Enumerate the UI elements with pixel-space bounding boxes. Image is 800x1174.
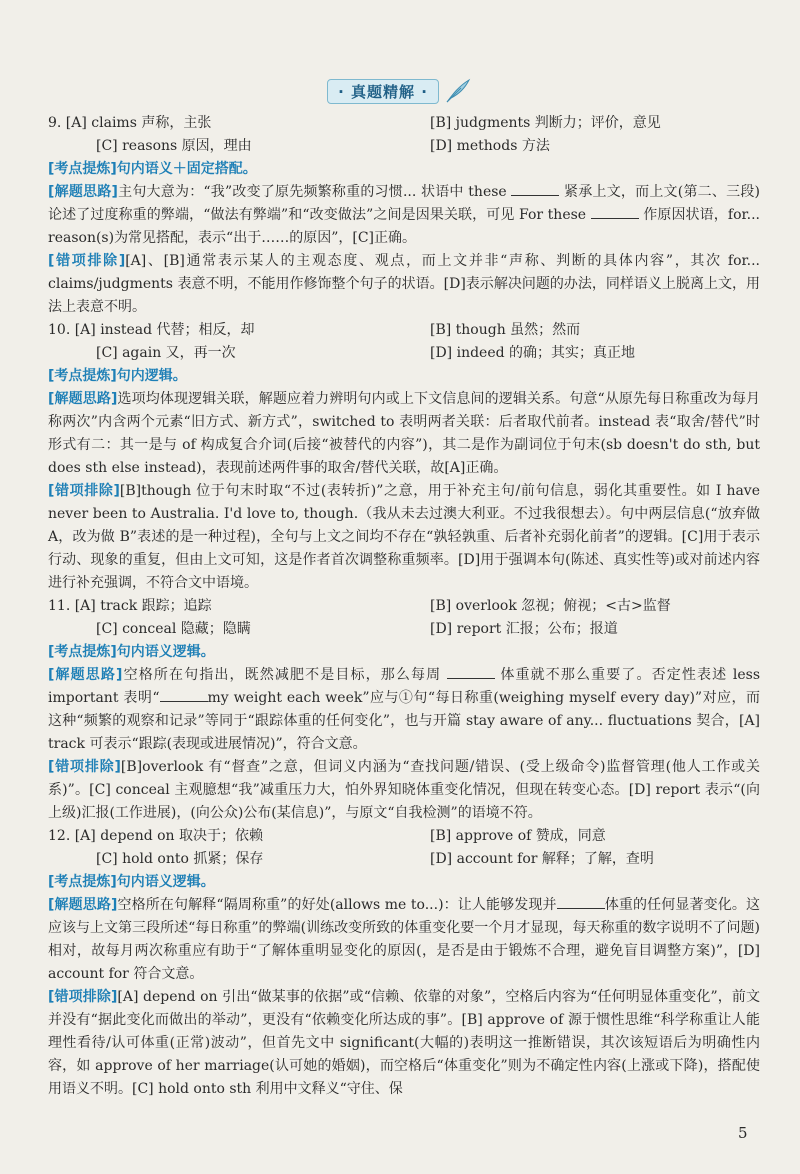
q9-solution-tag: [解题思路]: [48, 184, 118, 200]
answer-blank: [557, 894, 605, 909]
q12-key-point: [考点提炼]句内语义逻辑。: [48, 874, 215, 890]
q12-option-c: [C] hold onto 抓紧；保存: [96, 851, 264, 867]
q12-solution-text-1: 空格所在句解释“隔周称重”的好处(allows me to...)：让人能够发现并: [117, 897, 557, 913]
page-number: 5: [738, 1124, 748, 1142]
q12-option-a: 12. [A] depend on 取决于；依赖: [48, 828, 264, 844]
q10-elimination-tag: [错项排除]: [48, 483, 120, 499]
q9-option-a: 9. [A] claims 声称，主张: [48, 115, 212, 131]
q12-elimination-text: [A] depend on 引出“做某事的依据”或“信赖、依靠的对象”，空格后内容为“任何明显体重变化”，前文并没有“据此变化而做出的举动”，更没有“依赖变化所达成的事”。[B] approve of 源于惯性思维“科学称重让人能理性看待/认可体重(正常)波动”，但首先文中 significant(大幅的)表明这一推断错误，其次该短语后为明确性内容，如 approve of her marriage(认可她的婚姻)，而空格后“体重变化”则为不确定性内容(上涨或下降)，搭配使用语义不明。[C] hold onto sth 利用中文释义“守住、保: [48, 989, 760, 1097]
q12-solution: [48, 894, 760, 986]
q10-option-d: [D] indeed 的确；其实；真正地: [430, 345, 636, 361]
section-header: [316, 80, 482, 102]
q9-elimination-tag: [错项排除]: [48, 253, 126, 269]
section-title: · 真题精解 ·: [327, 79, 439, 104]
q11-elimination-tag: [错项排除]: [48, 759, 121, 775]
q9-elimination-text: [A]、[B]通常表示某人的主观态度、观点，而上文并非“声称、判断的具体内容”，其次 for... claims/judgments 表意不明，不能用作修饰整个句子的状语。[D]表示解决问题的办法，同样语义上脱离上文，用法上表意不明。: [48, 253, 761, 315]
q11-solution: [48, 664, 760, 756]
question-11-options-row-1: [48, 595, 760, 618]
q11-solution-tag: [解题思路]: [48, 667, 123, 683]
q9-option-c: [C] reasons 原因，理由: [96, 138, 252, 154]
q12-option-b: [B] approve of 赞成，同意: [430, 828, 606, 844]
question-12-options-row-2: [48, 848, 760, 871]
q10-solution: [48, 388, 760, 480]
q11-option-b: [B] overlook 忽视；俯视；<古>监督: [430, 598, 671, 614]
q12-option-d: [D] account for 解释；了解，查明: [430, 851, 654, 867]
question-10-options-row-1: [48, 319, 760, 342]
question-11-options-row-2: [48, 618, 760, 641]
q10-option-a: 10. [A] instead 代替；相反，却: [48, 322, 255, 338]
q10-elimination-text: [B]though 位于句末时取“不过(表转折)”之意，用于补充主句/前句信息，弱化其重要性。如 I have never been to Australia. I'd love to, though.（我从未去过澳大利亚。不过我很想去）。句中两层信息(“放弃做 A，改为做 B”表述的是一种过程)，全句与上文之间均不存在“孰轻孰重、后者补充弱化前者”的逻辑。[C]用于表示行动、现象的重复，但由上文可知，这是作者首次调整称重频率。[D]用于强调本句(陈述、真实性等)或对前述内容进行补充强调，不符合文中语境。: [48, 483, 761, 591]
q11-option-d: [D] report 汇报；公布；报道: [430, 621, 618, 637]
q9-elimination: [48, 250, 760, 319]
q11-solution-text-3: my weight each week”应与①句“每日称重(weighing myself every day)”对应，而这种“频繁的观察和记录”等同于“跟踪体重的任何变化”，也与开篇 stay aware of any... fluctuations 契合，[A] track 可表示“跟踪(表现或进展情况)”，符合文意。: [48, 690, 761, 752]
q11-solution-text-1: 空格所在句指出，既然减肥不是目标，那么每周: [122, 667, 442, 683]
q10-solution-tag: [解题思路]: [48, 391, 118, 407]
q9-solution-text-2: 紧承上文，而上文(第二、三段)论述了过度称重的弊端，“做法有弊端”和“改变做法”之间是因果关联，可见 For these: [48, 184, 761, 223]
answer-blank: [447, 664, 495, 679]
feather-pen-icon: [443, 78, 471, 104]
q10-option-b: [B] though 虽然；然而: [430, 322, 581, 338]
q11-elimination: [48, 756, 760, 825]
q11-option-a: 11. [A] track 跟踪；追踪: [48, 598, 212, 614]
q11-option-c: [C] conceal 隐藏；隐瞒: [96, 621, 251, 637]
q9-key-point: [考点提炼]句内语义＋固定搭配。: [48, 161, 257, 177]
q12-elimination: [48, 986, 760, 1101]
q11-solution-text-2: 体重就不那么重要了。否定性表述 less important 表明“: [48, 667, 760, 706]
q9-solution-text-3: 作原因状语，for... reason(s)为常见搭配，表示“出于……的原因”，[C]正确。: [48, 207, 760, 246]
q12-elimination-tag: [错项排除]: [48, 989, 118, 1005]
q12-solution-text-2: 体重的任何显著变化。这应该与上文第三段所述“每日称重”的弊端(训练改变所致的体重变化要一个月才显现，每天称重的数字说明不了问题)相对，故每月两次称重应有助于“了解体重明显变化的原因(，是否是由于锻炼不合理，避免盲目调整方案)”，[D] account for 符合文意。: [48, 897, 760, 982]
answer-blank: [591, 204, 639, 219]
question-9-options-row-2: [48, 135, 760, 158]
answer-blank: [511, 181, 559, 196]
question-10-options-row-2: [48, 342, 760, 365]
q10-key-point: [考点提炼]句内逻辑。: [48, 368, 187, 384]
q9-option-d: [D] methods 方法: [430, 138, 550, 154]
q9-solution-text-1: 主句大意为：“我”改变了原先频繁称重的习惯... 状语中 these: [117, 184, 507, 200]
q11-key-point: [考点提炼]句内语义逻辑。: [48, 644, 215, 660]
question-9-options-row-1: [48, 112, 760, 135]
content: [48, 112, 760, 1101]
q12-solution-tag: [解题思路]: [48, 897, 118, 913]
q11-elimination-text: [B]overlook 有“督查”之意，但词义内涵为“查找问题/错误、(受上级命令)监督管理(他人工作或关系)”。[C] conceal 主观臆想“我”减重压力大，怕外界知晓体重变化情况，但现在转变心态。[D] report 表示“(向上级)汇报(工作进展)，(向公众)公布(某信息)”，与原文“自我检测”的语境不符。: [48, 759, 761, 821]
q10-option-c: [C] again 又，再一次: [96, 345, 236, 361]
q9-solution: [48, 181, 760, 250]
q9-option-b: [B] judgments 判断力；评价，意见: [430, 115, 661, 131]
q10-elimination: [48, 480, 760, 595]
question-12-options-row-1: [48, 825, 760, 848]
q10-solution-text: 选项均体现逻辑关联，解题应着力辨明句内或上下文信息间的逻辑关系。句意“从原先每日称重改为每月称两次”内含两个元素“旧方式、新方式”，switched to 表明两者关联：后者取代前者。instead 表“取舍/替代”时形式有二：其一是与 of 构成复合介词(后接“被替代的内容”)，其二是作为副词位于句末(sb doesn't do sth, but does sth else instead)，表现前述两件事的取舍/替代关联，故[A]正确。: [48, 391, 760, 476]
answer-blank: [160, 687, 208, 702]
